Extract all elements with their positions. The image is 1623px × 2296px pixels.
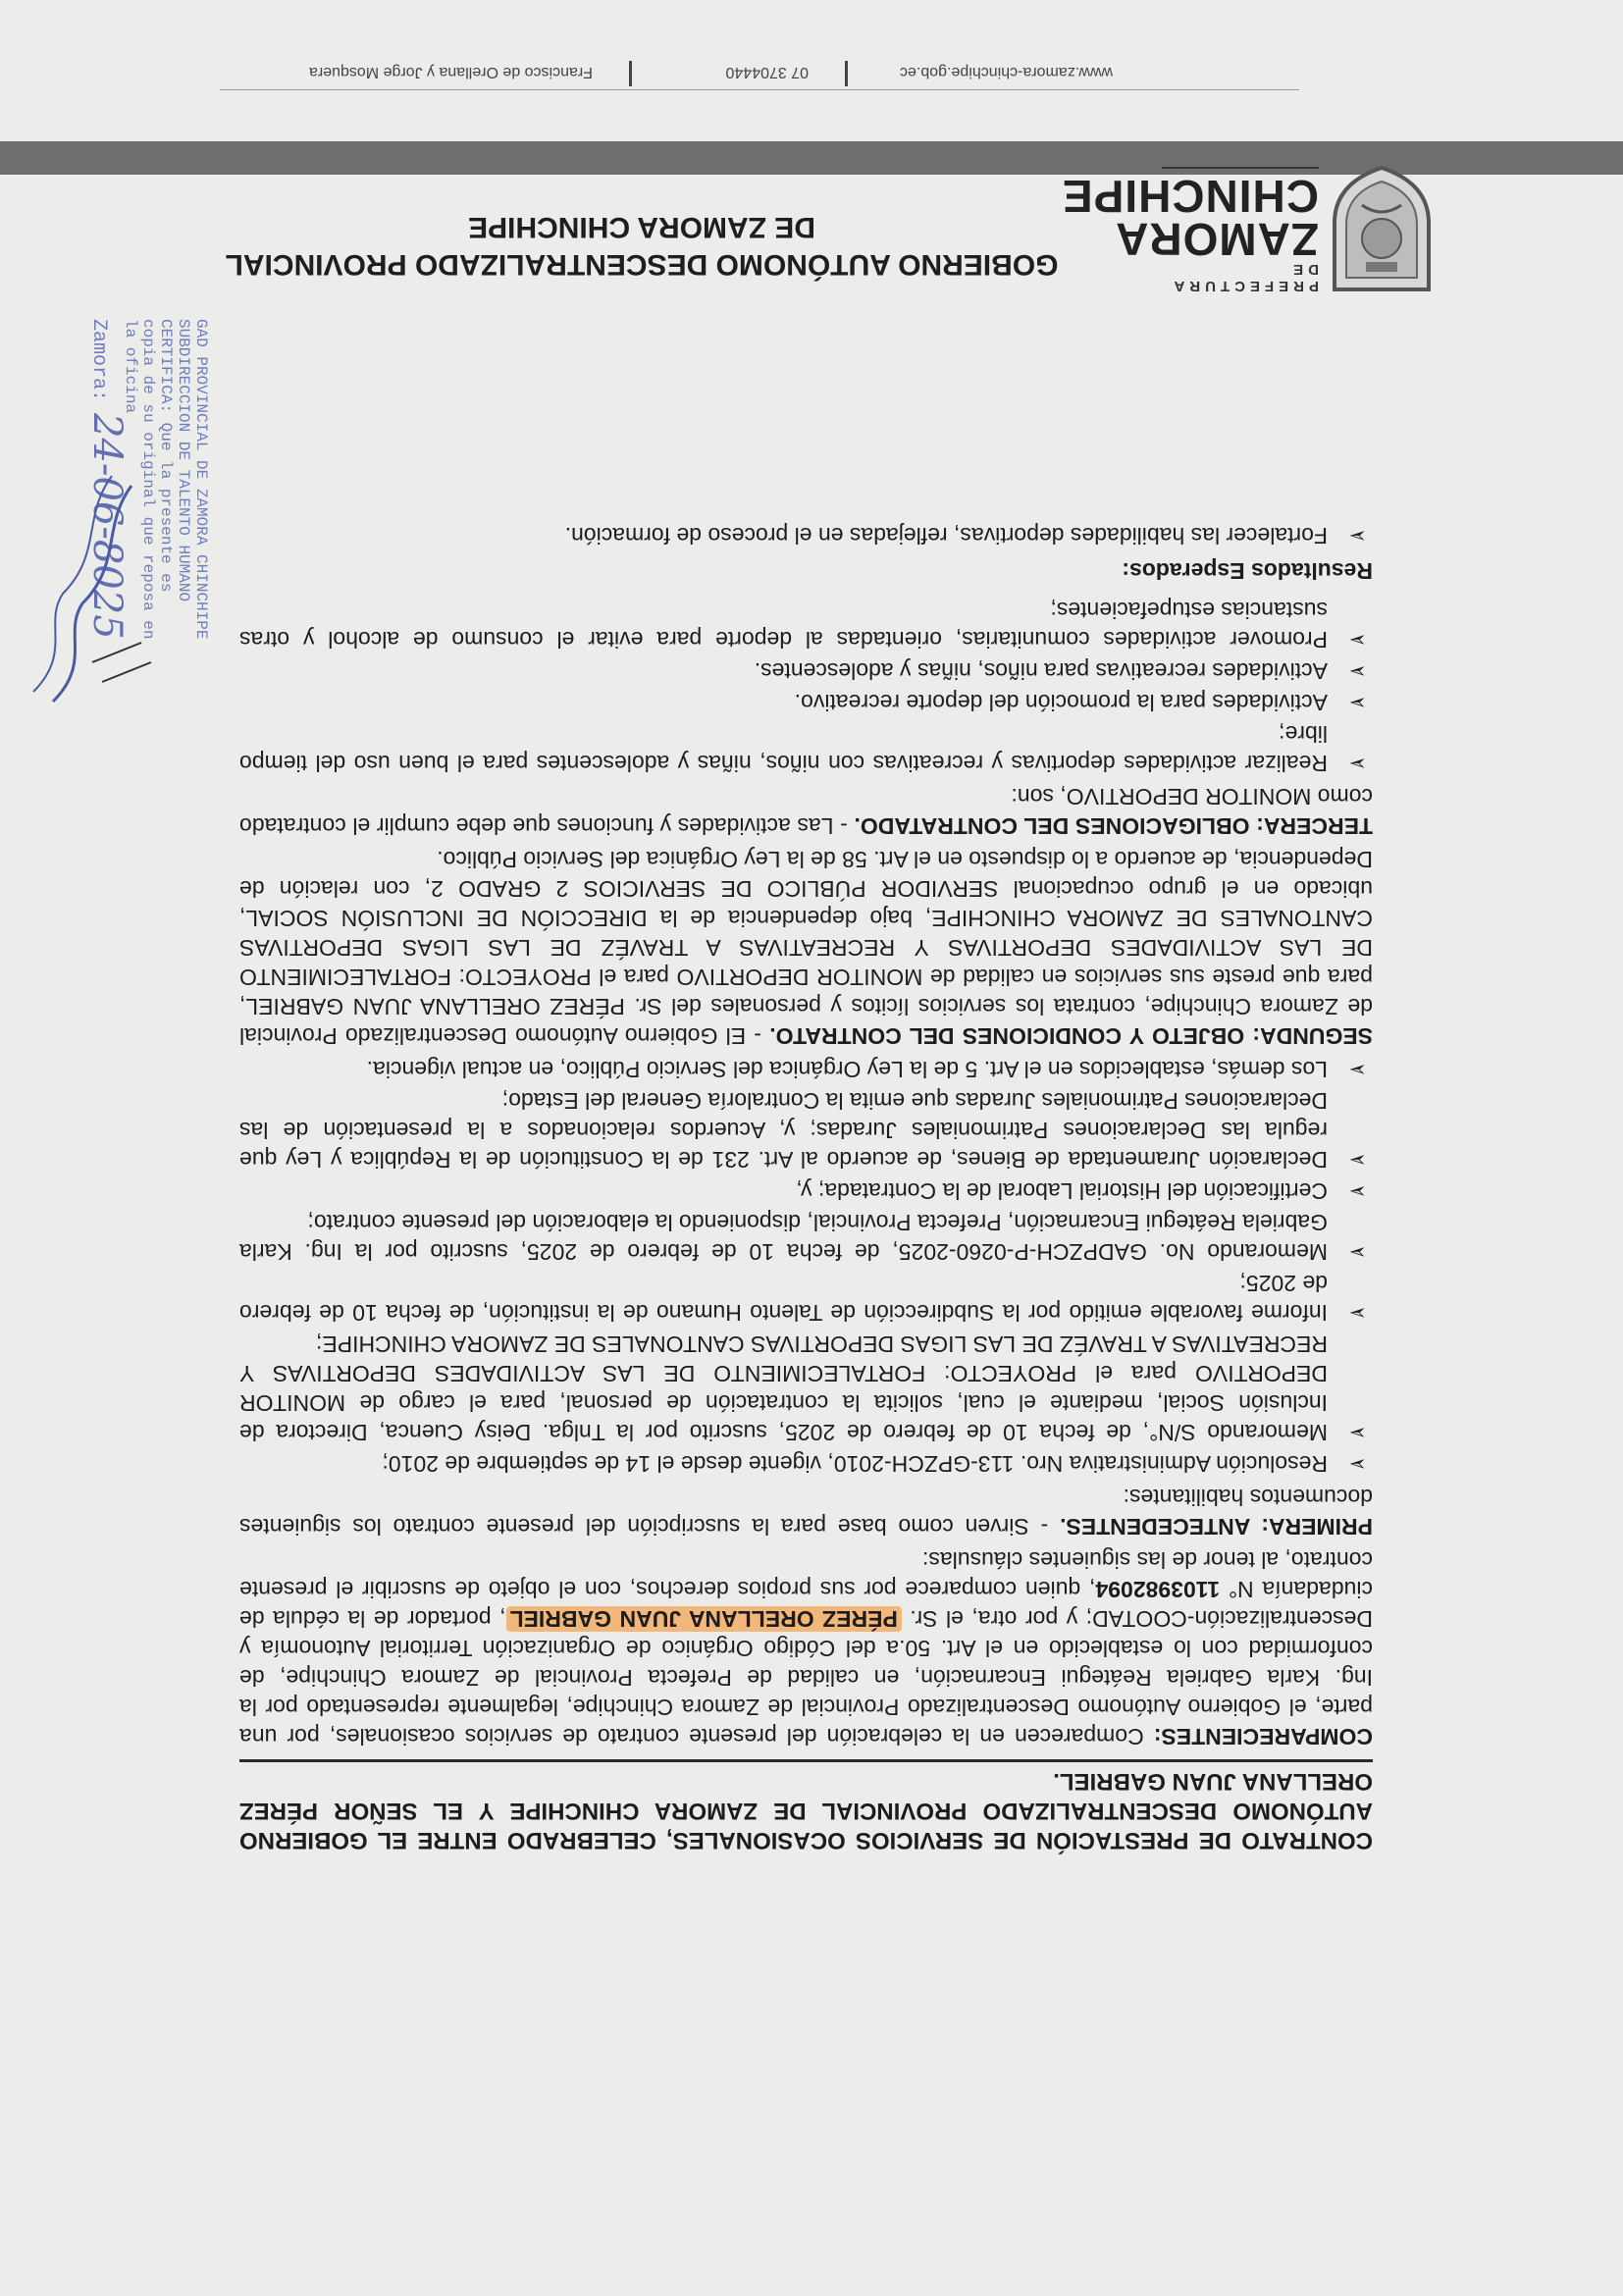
list-item: ➢ Actividades para la promoción del deporte recreativo. <box>239 688 1373 717</box>
stamp-date-label: Zamora: <box>87 319 110 402</box>
list-item: ➢ Los demás, establecidos en el Art. 5 de la Ley Orgánica del Servicio Público, en actual vigencia. <box>239 1055 1373 1084</box>
contractor-id: 1103982094 <box>1095 1577 1221 1602</box>
list-item: ➢ Memorando No. GADPZCH-P-0260-2025, de fecha 10 de febrero de 2025, suscrito por la Ing. Karla Gabriela Reátegui Encarnación, Prefecta Provincial, disponiendo la elaboración del presente contrato; <box>239 1208 1373 1267</box>
stamp-line2: SUBDIRECCION DE TALENTO HUMANO <box>175 319 192 602</box>
tercera-label: TERCERA: OBLIGACIONES DEL CONTRATADO. <box>854 813 1373 839</box>
tercera-text: - Las actividades y funciones que debe cumplir el contratado como MONITOR DEPORTIVO, son: <box>239 784 1373 839</box>
contractor-name-highlight: PÉREZ ORELLANA JUAN GABRIEL <box>506 1606 902 1632</box>
brand-line2: CHINCHIPE <box>1061 171 1319 222</box>
stamp-line5: la oficina <box>122 319 139 414</box>
segunda-text: - El Gobierno Autónomo Descentralizado Provincial de Zamora Chinchipe, contrata los servicios lícitos y personales del Sr. PÉREZ ORELLANA JUAN GABRIEL, para que preste sus servicios en calidad de MONITOR DEPORTIVO para el PROYECTO: FORTALECIMIENTO DE LAS ACTIVIDADES DEPORTIVAS Y RECREATIVAS A TRAVÉZ DE LAS LIGAS DEPORTIVAS CANTONALES DE ZAMORA CHINCHIPE, bajo dependencia de la DIRECCIÓN DE INCLUSIÓN SOCIAL, ubicado en el grupo ocupacional SERVIDOR PÚBLICO DE SERVICIOS 2 GRADO 2, con relación de Dependencia, de acuerdo a lo dispuesto en el Art. 58 de la Ley Orgánica del Servicio Público. <box>239 847 1373 1049</box>
list-item: ➢ Certificación del Historial Laboral de la Contratada; y, <box>239 1176 1373 1206</box>
stamp-line3: CERTIFICA: Que la presente es <box>157 319 175 593</box>
primera-list <box>239 1055 1373 1479</box>
brand-small-text: PREFECTURA DE <box>1170 261 1319 294</box>
tercera-list <box>239 596 1373 778</box>
handwritten-signature <box>14 466 161 721</box>
segunda-paragraph <box>239 845 1373 1051</box>
footer-website: www.zamora-chinchipe.gob.ec <box>900 64 1113 80</box>
contract-title: CONTRATO DE PRESTACIÓN DE SERVICIOS OCASIONALES, CELEBRADO ENTRE EL GOBIERNO AUTÓNOMO DESCENTRALIZADO PROVINCIAL DE ZAMORA CHINCHIPE Y EL SEÑOR PÉREZ ORELLANA JUAN GABRIEL. <box>239 1759 1373 1854</box>
primera-text: - Sirven como base para la suscripción del presente contrato los siguientes documentos habilitantes: <box>238 1485 1373 1539</box>
results-heading: Resultados Esperados: <box>1122 558 1373 584</box>
organization-name <box>200 208 1083 283</box>
primera-paragraph <box>239 1483 1373 1541</box>
brand-rule <box>1162 167 1319 169</box>
list-item: ➢ Informe favorable emitido por la Subdirección de Talento Humano de la institución, de fecha 10 de febrero de 2025; <box>239 1269 1373 1328</box>
segunda-label: SEGUNDA: OBJETO Y CONDICIONES DEL CONTRATO. <box>769 1023 1373 1049</box>
footer-separator <box>629 61 632 86</box>
prefectura-logo <box>1327 162 1437 299</box>
comparecientes-text-2: , portador de la cédula de ciudadanía N° <box>239 1577 1373 1632</box>
list-item: ➢ Promover actividades comunitarias, orientadas al deporte para evitar el consumo de alcohol y otras sustancias estupefacientes; <box>239 596 1373 654</box>
primera-label: PRIMERA: ANTECEDENTES. <box>1060 1514 1373 1539</box>
brand-line1: ZAMORA <box>1115 214 1319 265</box>
list-item: ➢ Memorando S/N°, de fecha 10 de febrero de 2025, suscrito por la Tnlga. Deisy Cuenca, Directora de Inclusión Social, mediante el cual, solicita la contratación de personal, para el cargo de MONITOR DEPORTIVO para el PROYECTO: FORTALECIMIENTO DE LAS ACTIVIDADES DEPORTIVAS Y RECREATIVAS A TRAVÉZ DE LAS LIGAS DEPORTIVAS CANTONALES DE ZAMORA CHINCHIPE; <box>239 1330 1373 1447</box>
comparecientes-text-1: Comparecen en la celebración del presente contrato de servicios ocasionales, por una parte, el Gobierno Autónomo Descentralizado Provincial de Zamora Chinchipe, legalmente representado por la Ing. Karla Gabriela Reátegui Encarnación, en calidad de Prefecta Provincial de Zamora Chinchipe, de conformidad con lo establecido en el Art. 50.a del Código Orgánico de Organización Territorial Autonomía y Descentralización-COOTAD; y por otra, el Sr. <box>239 1606 1373 1749</box>
list-item: ➢ Fortalecer las habilidades deportivas, reflejadas en el proceso de formación. <box>239 521 1373 550</box>
comparecientes-paragraph <box>239 1545 1373 1751</box>
footer-address: Francisco de Orellana y Jorge Mosquera <box>308 64 593 80</box>
list-item: ➢ Realizar actividades deportivas y recreativas con niños, niñas y adolescentes para el buen uso del tiempo libre; <box>239 719 1373 778</box>
list-item: ➢ Declaración Juramentada de Bienes, de acuerdo al Art. 231 de la Constitución de la República y Ley que regula las Declaraciones Patrimoniales Juradas; y, Acuerdos relacionados a la presentación de las Declaraciones Patrimoniales Juradas que emita la Contraloría General del Estado; <box>239 1086 1373 1174</box>
comparecientes-text-3: , quien comparece por sus propios derechos, con el objeto de suscribir el presente contrato, al tenor de las siguientes cláusulas: <box>239 1547 1373 1602</box>
comparecientes-label: COMPARECIENTES: <box>1153 1724 1373 1749</box>
results-list <box>239 521 1373 550</box>
org-line1: GOBIERNO AUTÓNOMO DESCENTRALIZADO PROVINCIAL <box>225 248 1059 281</box>
stamp-line1: GAD PROVINCIAL DE ZAMORA CHINCHIPE <box>192 319 210 640</box>
list-item: ➢ Actividades recreativas para niños, niñas y adolescentes. <box>239 656 1373 686</box>
tercera-paragraph <box>239 782 1373 841</box>
footer-divider <box>220 89 1299 90</box>
footer-separator <box>845 61 848 86</box>
brand-block <box>1061 167 1319 294</box>
stamp-line4: copia de su original que reposa en <box>139 319 157 640</box>
stamp-date-value: 24-06-8025 <box>84 413 130 640</box>
footer-phone: 07 3704440 <box>725 64 809 80</box>
contract-body <box>239 517 1373 1854</box>
list-item: ➢ Resolución Administrativa Nro. 113-GPZCH-2010, vigente desde el 14 de septiembre de 2010; <box>239 1449 1373 1479</box>
org-line2: DE ZAMORA CHINCHIPE <box>468 211 815 243</box>
